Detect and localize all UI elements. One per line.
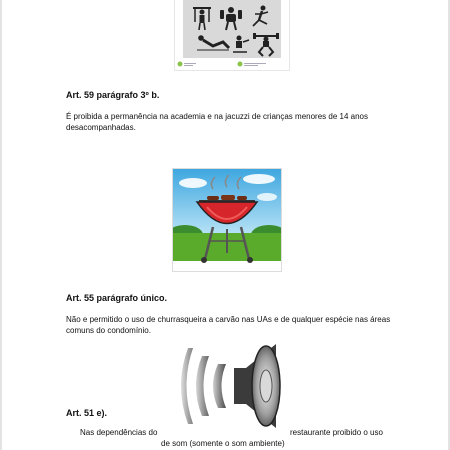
article-51-text-line2: de som (somente o som ambiente) [161, 439, 285, 448]
page-left-edge [0, 0, 2, 450]
speaker-sound-image [178, 338, 290, 434]
article-51-text-right: restaurante proibido o uso [290, 428, 383, 437]
fitness-logo-mark-right [237, 61, 267, 68]
article-51-title: Art. 51 e). [66, 408, 108, 418]
speaker-illustration [178, 338, 290, 434]
grill-illustration [173, 169, 281, 271]
fitness-image [174, 0, 290, 71]
article-55-title: Art. 55 parágrafo único. [66, 293, 168, 303]
article-59-text: É proibida a permanência na academia e na jacuzzi de crianças menores de 14 anos desacompanhadas. [66, 112, 368, 132]
article-51-text-left: Nas dependências do [80, 428, 158, 437]
fitness-panel [183, 0, 281, 58]
article-59-title: Art. 59 parágrafo 3º b. [66, 90, 160, 100]
fitness-logo-mark [177, 61, 197, 68]
article-55-text: Não e permitido o uso de churrasqueira a carvão nas UAs e de qualquer espécie nas áreas comuns do condomínio. [66, 315, 391, 335]
barbecue-grill-image [172, 168, 282, 272]
fitness-pictograms [183, 0, 281, 58]
